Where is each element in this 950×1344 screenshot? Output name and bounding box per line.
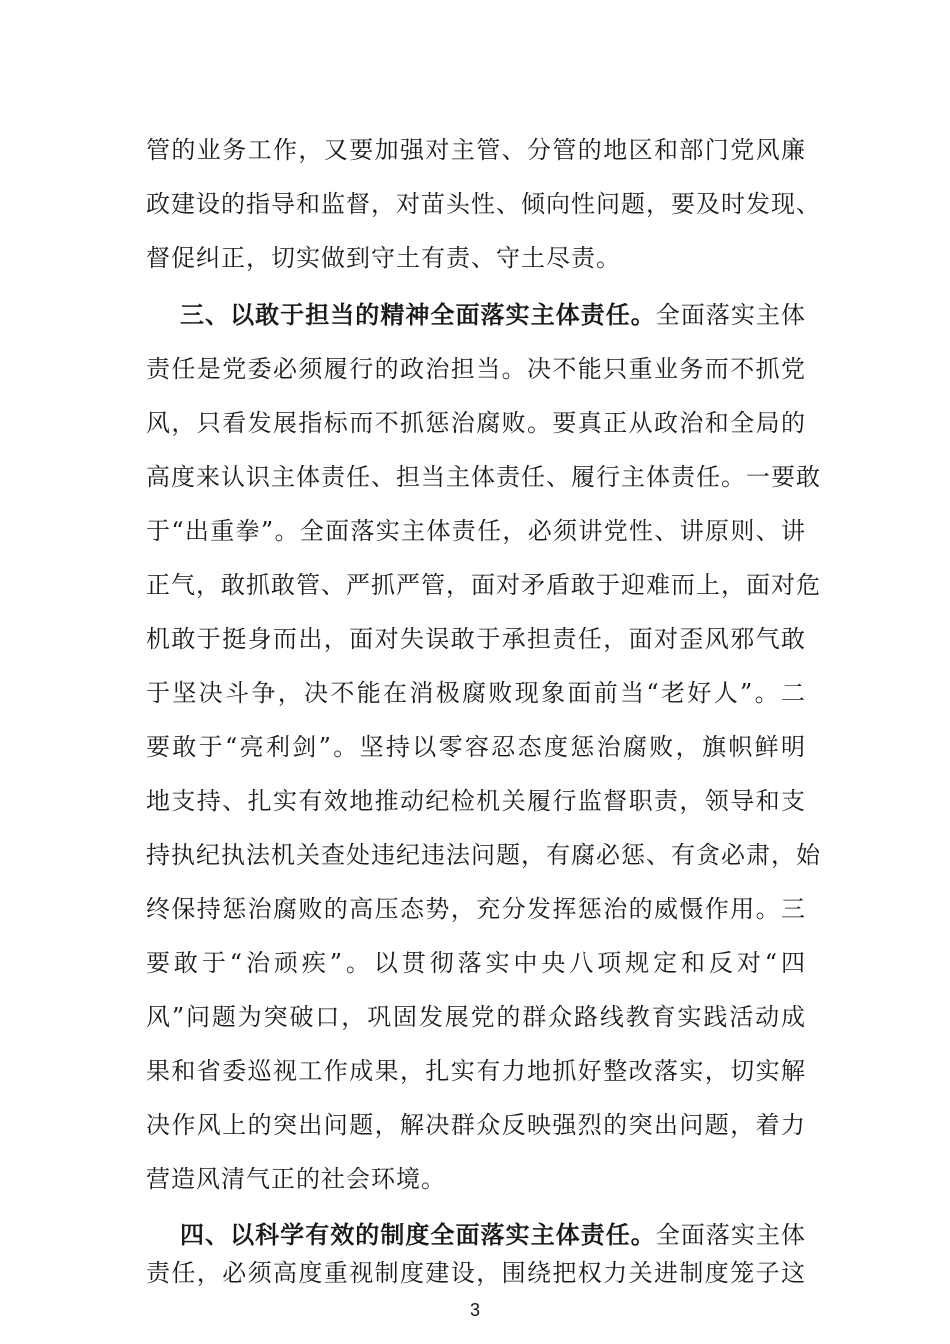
section-heading-four: 四、以科学有效的制度全面落实主体责任。 (180, 1220, 656, 1249)
page-number: 3 (469, 1300, 480, 1320)
section-heading-line: 四、以科学有效的制度全面落实主体责任。全面落实主体 (180, 1220, 807, 1249)
body-text-line: 责任，必须高度重视制度建设，围绕把权力关进制度笼子这 (146, 1259, 806, 1287)
body-text-line: 于“出重拳”。全面落实主体责任，必须讲党性、讲原则、讲 (146, 517, 806, 545)
body-text-line: 终保持惩治腐败的高压态势，充分发挥惩治的威慑作用。三 (146, 895, 806, 923)
body-text-line: 决作风上的突出问题，解决群众反映强烈的突出问题，着力 (146, 1111, 806, 1139)
body-text-line: 要敢于“亮利剑”。坚持以零容忍态度惩治腐败，旗帜鲜明 (146, 733, 806, 761)
body-text-line: 正气，敢抓敢管、严抓严管，面对矛盾敢于迎难而上，面对危 (146, 571, 821, 599)
body-text-line: 果和省委巡视工作成果，扎实有力地抓好整改落实，切实解 (146, 1057, 806, 1085)
body-text-line: 地支持、扎实有效地推动纪检机关履行监督职责，领导和支 (146, 787, 806, 815)
body-text-line: 要敢于“治顽疾”。以贯彻落实中央八项规定和反对“四 (146, 949, 806, 977)
body-text-line: 营造风清气正的社会环境。 (146, 1165, 446, 1193)
body-text-line: 风，只看发展指标而不抓惩治腐败。要真正从政治和全局的 (146, 409, 806, 437)
body-text-line: 管的业务工作，又要加强对主管、分管的地区和部门党风廉 (146, 136, 806, 164)
section-heading-three: 三、以敢于担当的精神全面落实主体责任。 (180, 300, 656, 329)
body-text-line: 持执纪执法机关查处违纪违法问题，有腐必惩、有贪必肃，始 (146, 841, 821, 869)
body-text-line: 高度来认识主体责任、担当主体责任、履行主体责任。一要敢 (146, 463, 821, 491)
body-text-line: 政建设的指导和监督，对苗头性、倾向性问题，要及时发现、 (146, 190, 821, 218)
body-text-line: 于坚决斗争，决不能在消极腐败现象面前当“老好人”。二 (146, 679, 806, 707)
body-text-line: 机敢于挺身而出，面对失误敢于承担责任，面对歪风邪气敢 (146, 625, 806, 653)
section-heading-line: 三、以敢于担当的精神全面落实主体责任。全面落实主体 (180, 300, 807, 329)
body-text-line: 风”问题为突破口，巩固发展党的群众路线教育实践活动成 (146, 1003, 806, 1031)
body-text-line: 责任是党委必须履行的政治担当。决不能只重业务而不抓党 (146, 355, 806, 383)
body-text-line: 督促纠正，切实做到守土有责、守土尽责。 (146, 244, 621, 272)
